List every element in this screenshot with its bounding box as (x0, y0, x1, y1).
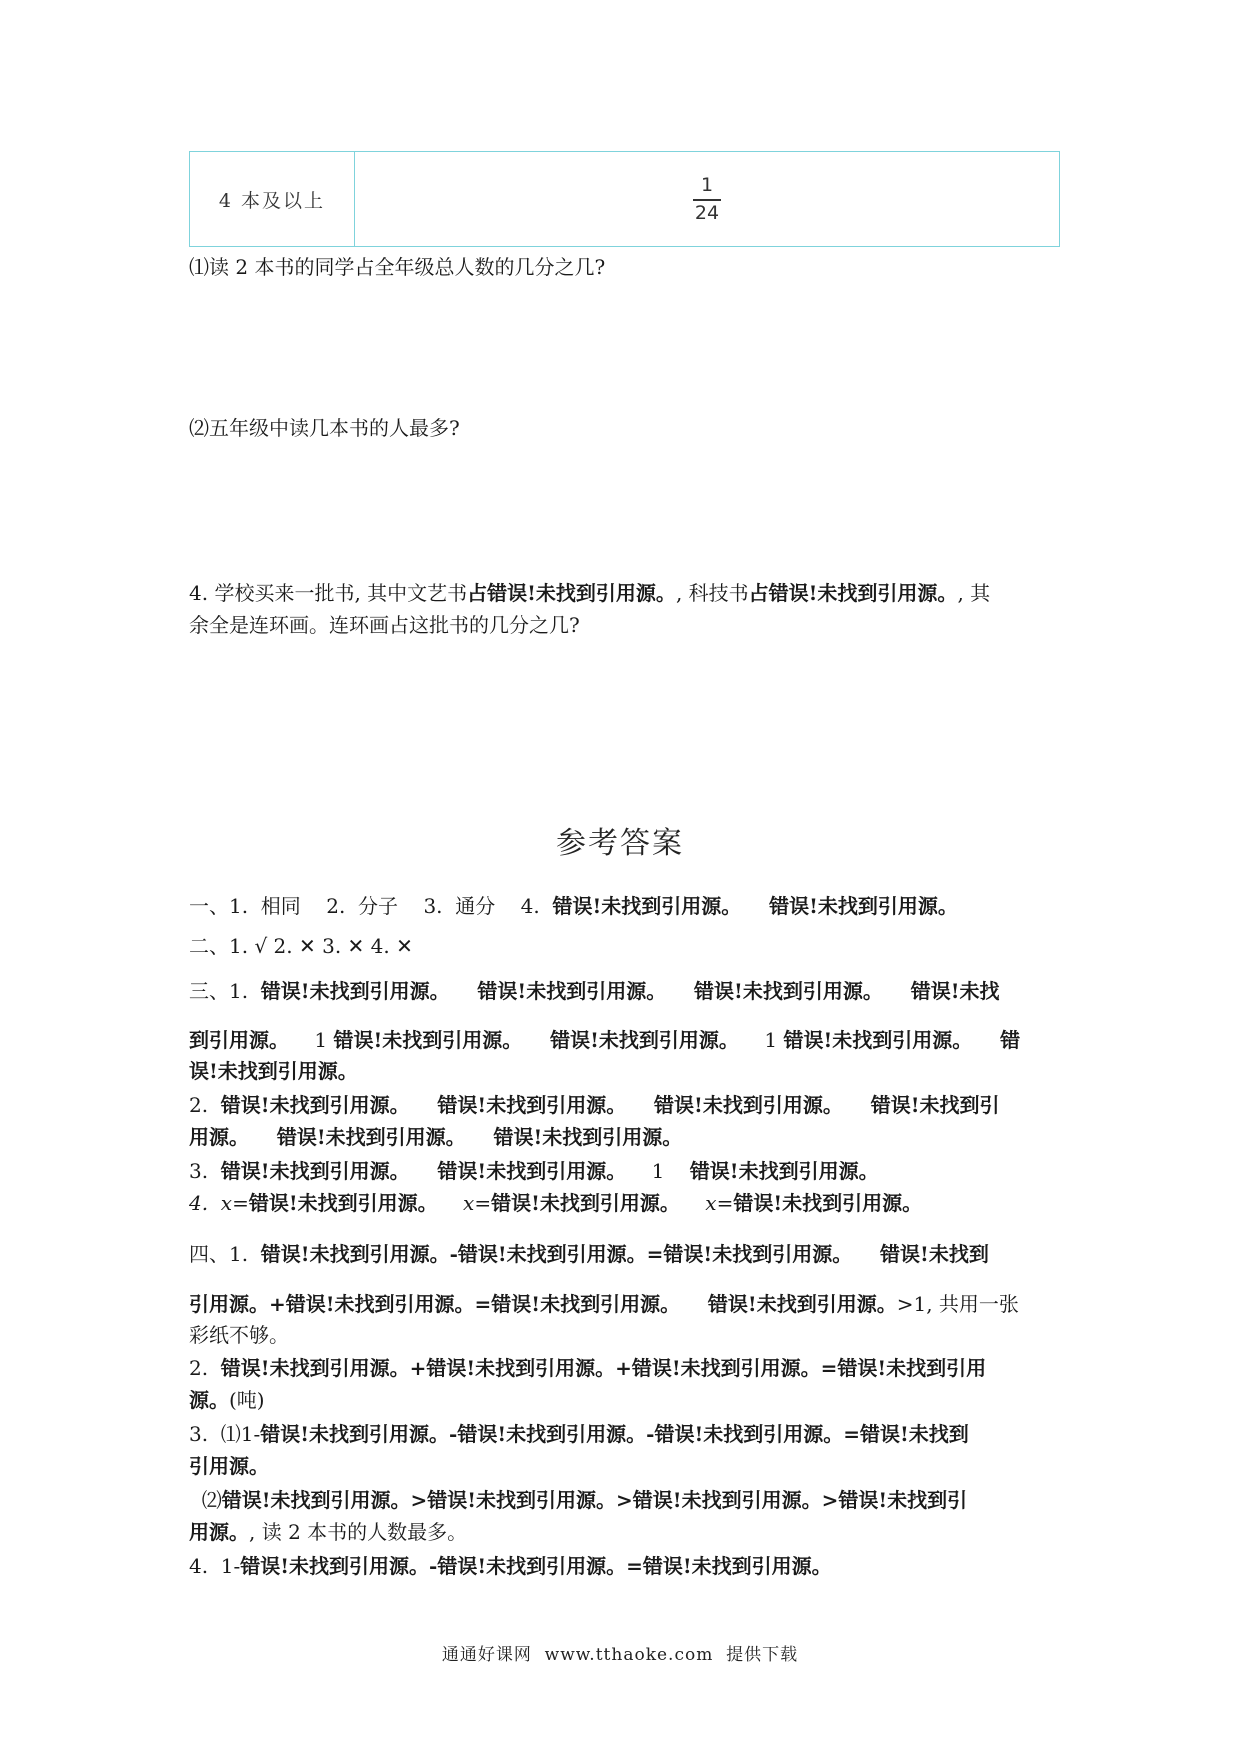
answer-error-ref: 到引用源。 (189, 1028, 289, 1052)
question-3-1: ⑴读 2 本书的同学占全年级总人数的几分之几? (189, 255, 606, 279)
answer-text: x= (437, 1191, 492, 1215)
table-cell-value (355, 152, 1059, 246)
answer-text: 4. 1- (189, 1554, 241, 1578)
answer-line (189, 1352, 1064, 1381)
answer-error-ref: 引用源。+错误!未找到引用源。=错误!未找到引用源。 错误!未找到引用源。 (189, 1292, 897, 1316)
answer-line (189, 1516, 1064, 1545)
answer-text: 1 (289, 1028, 334, 1052)
answer-text: ⑵ (189, 1488, 222, 1512)
footer-credit: 通通好课网 www.tthaoke.com 提供下载 (441, 1645, 799, 1665)
answer-line (189, 1550, 1064, 1579)
answer-line (189, 1238, 1064, 1267)
answer-text: 四、1. (189, 1242, 261, 1266)
answer-error-ref: 错误!未找到引用源。>错误!未找到引用源。>错误!未找到引用源。>错误!未找到引 (221, 1488, 968, 1512)
answer-error-ref: 错误!未找到引用源。 错误!未找到引用源。 (220, 1159, 627, 1183)
answer-error-ref: 错误!未找到引用源。 (689, 1159, 879, 1183)
answer-line: 用源。 错误!未找到引用源。 错误!未找到引用源。 (189, 1125, 683, 1149)
answer-error-ref: 错误!未找到引用源。 错误!未找到引用源。 (552, 894, 958, 918)
answer-text: 三、1. (189, 979, 261, 1003)
answer-text: 3. (189, 1159, 221, 1183)
q4-text: , 其 (957, 581, 991, 605)
answer-text: 2. (189, 1356, 221, 1380)
question-3-2: ⑵五年级中读几本书的人最多? (189, 416, 460, 440)
answer-line: 误!未找到引用源。 (189, 1059, 358, 1083)
table-cell-label: 4 本及以上 (190, 152, 355, 246)
answer-error-ref: 错误!未找到引用源。-错误!未找到引用源。-错误!未找到引用源。=错误!未找到 (260, 1422, 969, 1446)
answer-error-ref: 用源。 (189, 1520, 249, 1544)
fraction (693, 173, 721, 224)
answer-text: 4. x= (189, 1191, 249, 1215)
answer-line (189, 1155, 1064, 1184)
answer-line (189, 1187, 1064, 1216)
answer-error-ref: 错误!未找到引用源。 (491, 1191, 680, 1215)
answer-error-ref: 错误!未找到引用源。+错误!未找到引用源。+错误!未找到引用源。=错误!未找到引用 (220, 1356, 987, 1380)
q4-error-ref: 占错误!未找到引用源。 (467, 581, 676, 605)
answer-line: 引用源。 (189, 1454, 269, 1478)
answer-line: 二、1. √ 2. ✕ 3. ✕ 4. ✕ (189, 934, 413, 958)
answers-title: 参考答案 (556, 826, 684, 861)
answer-text: 3. ⑴1- (189, 1422, 261, 1446)
q4-text: , 科技书 (675, 581, 749, 605)
fraction-numerator: 1 (700, 173, 714, 196)
answer-line (189, 1384, 1064, 1413)
answer-text: >1, 共用一张 (896, 1292, 1019, 1316)
answer-text: , 读 2 本书的人数最多。 (249, 1520, 468, 1544)
q4-error-ref: 占错误!未找到引用源。 (748, 581, 958, 605)
answer-text: 1 (626, 1159, 690, 1183)
answer-line: 彩纸不够。 (189, 1323, 289, 1347)
answer-text: 2. (189, 1093, 221, 1117)
answer-error-ref: 错误!未找到引用源。-错误!未找到引用源。=错误!未找到引用源。 错误!未找到 (260, 1242, 989, 1266)
fraction-denominator: 24 (694, 201, 720, 224)
answer-text: 1 (738, 1028, 784, 1052)
answer-error-ref: 源。 (189, 1388, 229, 1412)
answer-text: 一、1. 相同 2. 分子 3. 通分 4. (189, 894, 553, 918)
answer-text: (吨) (229, 1388, 265, 1412)
answer-error-ref: 错误!未找到引用源。 (733, 1191, 923, 1215)
answer-line (189, 1089, 1064, 1118)
answer-error-ref: 错误!未找到引用源。 (248, 1191, 438, 1215)
answer-error-ref: 错误!未找到引用源。 错误!未找到引用源。 错误!未找到引用源。 错误!未找到引 (220, 1093, 1000, 1117)
question-4-line2: 余全是连环画。连环画占这批书的几分之几? (189, 613, 580, 637)
answer-line (189, 975, 1064, 1004)
answer-line (189, 1024, 1064, 1053)
fraction-bar (693, 199, 721, 201)
answer-line (189, 1418, 1064, 1447)
reading-table-row (189, 151, 1060, 247)
question-4-line1 (189, 578, 990, 608)
q4-text: 4. 学校买来一批书, 其中文艺书 (189, 581, 468, 605)
answer-line (189, 1288, 1064, 1317)
answer-text: x= (679, 1191, 734, 1215)
answer-line (189, 890, 1064, 919)
answer-line (189, 1484, 1064, 1513)
answer-error-ref: 错误!未找到引用源。 错误!未找到引用源。 (333, 1028, 739, 1052)
answer-error-ref: 错误!未找到引用源。-错误!未找到引用源。=错误!未找到引用源。 (240, 1554, 832, 1578)
answer-error-ref: 错误!未找到引用源。 错 (783, 1028, 1021, 1052)
answer-error-ref: 错误!未找到引用源。 错误!未找到引用源。 错误!未找到引用源。 错误!未找 (260, 979, 1000, 1003)
